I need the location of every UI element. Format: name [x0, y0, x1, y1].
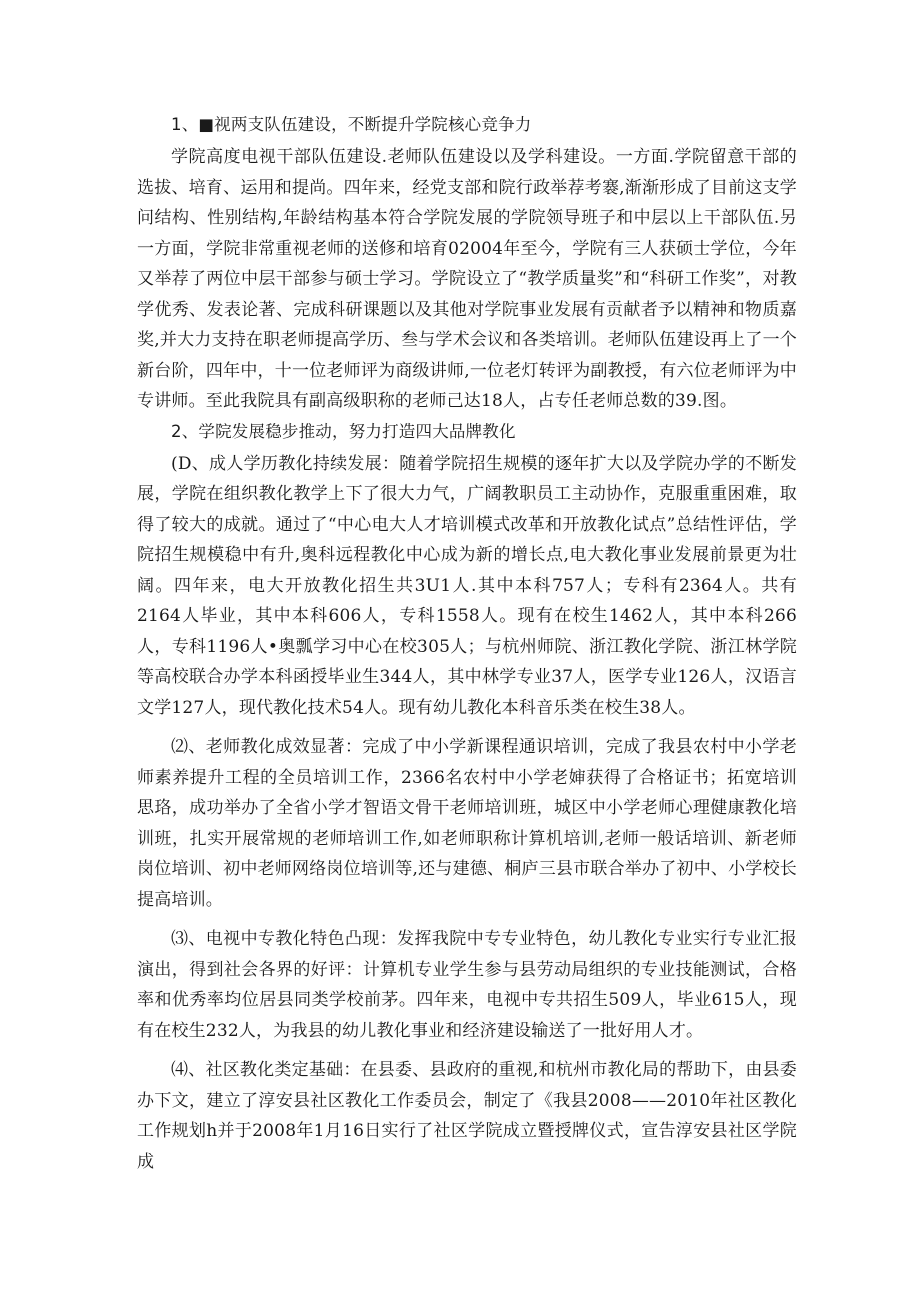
section-heading-2: 2、学院发展稳步推动，努力打造四大品牌教化	[171, 421, 516, 441]
paragraph-4: ⑶、电视中专教化特色凸现：发挥我院中专专业特色，幼儿教化专业实行专业汇报演出，得到社会各界的好评：计算机专业学生参与县劳动局组织的专业技能测试，合格率和优秀率均位居县同类学校前茅。四年来，电视中专共招生509人，毕业615人，现有在校生232人，为我县的幼儿教化事业和经济建设输送了一批好用人才。	[137, 929, 797, 1041]
paragraph-1: 学院高度电视干部队伍建设.老师队伍建设以及学科建设。一方面.学院留意干部的选拔、培育、运用和提尚。四年来，经党支部和院行政举荐考褰,渐渐形成了目前这支学问结构、性别结构,年龄结构基本符合学院发展的学院领导班子和中层以上干部队伍.另一方面，学院非常重视老师的送修和培育02004年至今，学院有三人获硕士学位，今年又举荐了两位中层干部参与硕士学习。学院设立了“教学质量奖”和“科研工作奖”，对教学优秀、发表论著、完成科研课题以及其他对学院事业发展有贡献者予以精神和物质嘉奖,并大力支持在职老师提高学历、叁与学术会议和各类培训。老师队伍建设再上了一个新台阶，四年中，十一位老师评为商级讲师,一位老灯转评为副教授，有六位老师评为中专讲师。至此我院具有副高级职称的老师己达18人，占专任老师总数的39.图。	[137, 147, 797, 411]
document-body	[137, 110, 797, 1177]
paragraph-3: ⑵、老师教化成效显著：完成了中小学新课程通识培训，完成了我县农村中小学老师素养提升工程的全员培训工作，2366名农村中小学老婶获得了合格证书；拓宽培训思珞，成功举办了全省小学才智语文骨干老师培训班，城区中小学老师心理健康教化培训班，扎实开展常规的老师培训工作,如老师职称计算机培训,老师一般话培训、新老师岗位培训、初中老师网络岗位培训等,还与建德、桐庐三县市联合举办了初中、小学校长提高培训。	[137, 737, 797, 910]
paragraph-5: ⑷、社区教化类定基础：在县委、县政府的重视,和杭州市教化局的帮助下，由县委办下文，建立了淳安县社区教化工作委员会，制定了《我县2008——2010年社区教化工作规划h并于2008年1月16日实行了社区学院成立暨授牌仪式，宣告淳安县社区学院成	[137, 1060, 797, 1172]
paragraph-2: (D、成人学历教化持续发展：随着学院招生规模的逐年扩大以及学院办学的不断发展，学院在组织教化教学上下了很大力气，广阔教职员工主动协作，克服重重困难，取得了较大的成就。通过了“中心电大人才培训模式改革和开放教化试点”总结性评估，学院招生规模稳中有升,奥科远程教化中心成为新的增长点,电大教化事业发展前景更为壮阔。四年来，电大开放教化招生共3U1人.其中本科757人；专科有2364人。共有2164人毕业，其中本科606人，专科1558人。现有在校生1462人，其中本科266人，专科1196人•奥瓢学习中心在校305人；与杭州师院、浙江教化学院、浙江林学院等高校联合办学本科函授毕业生344人，其中林学专业37人，医学专业126人，汉语言文学127人，现代教化技术54人。现有幼儿教化本科音乐类在校生38人。	[137, 453, 797, 718]
section-heading-1: 1、■视两支队伍建设，不断提升学院核心竞争力	[171, 115, 532, 134]
